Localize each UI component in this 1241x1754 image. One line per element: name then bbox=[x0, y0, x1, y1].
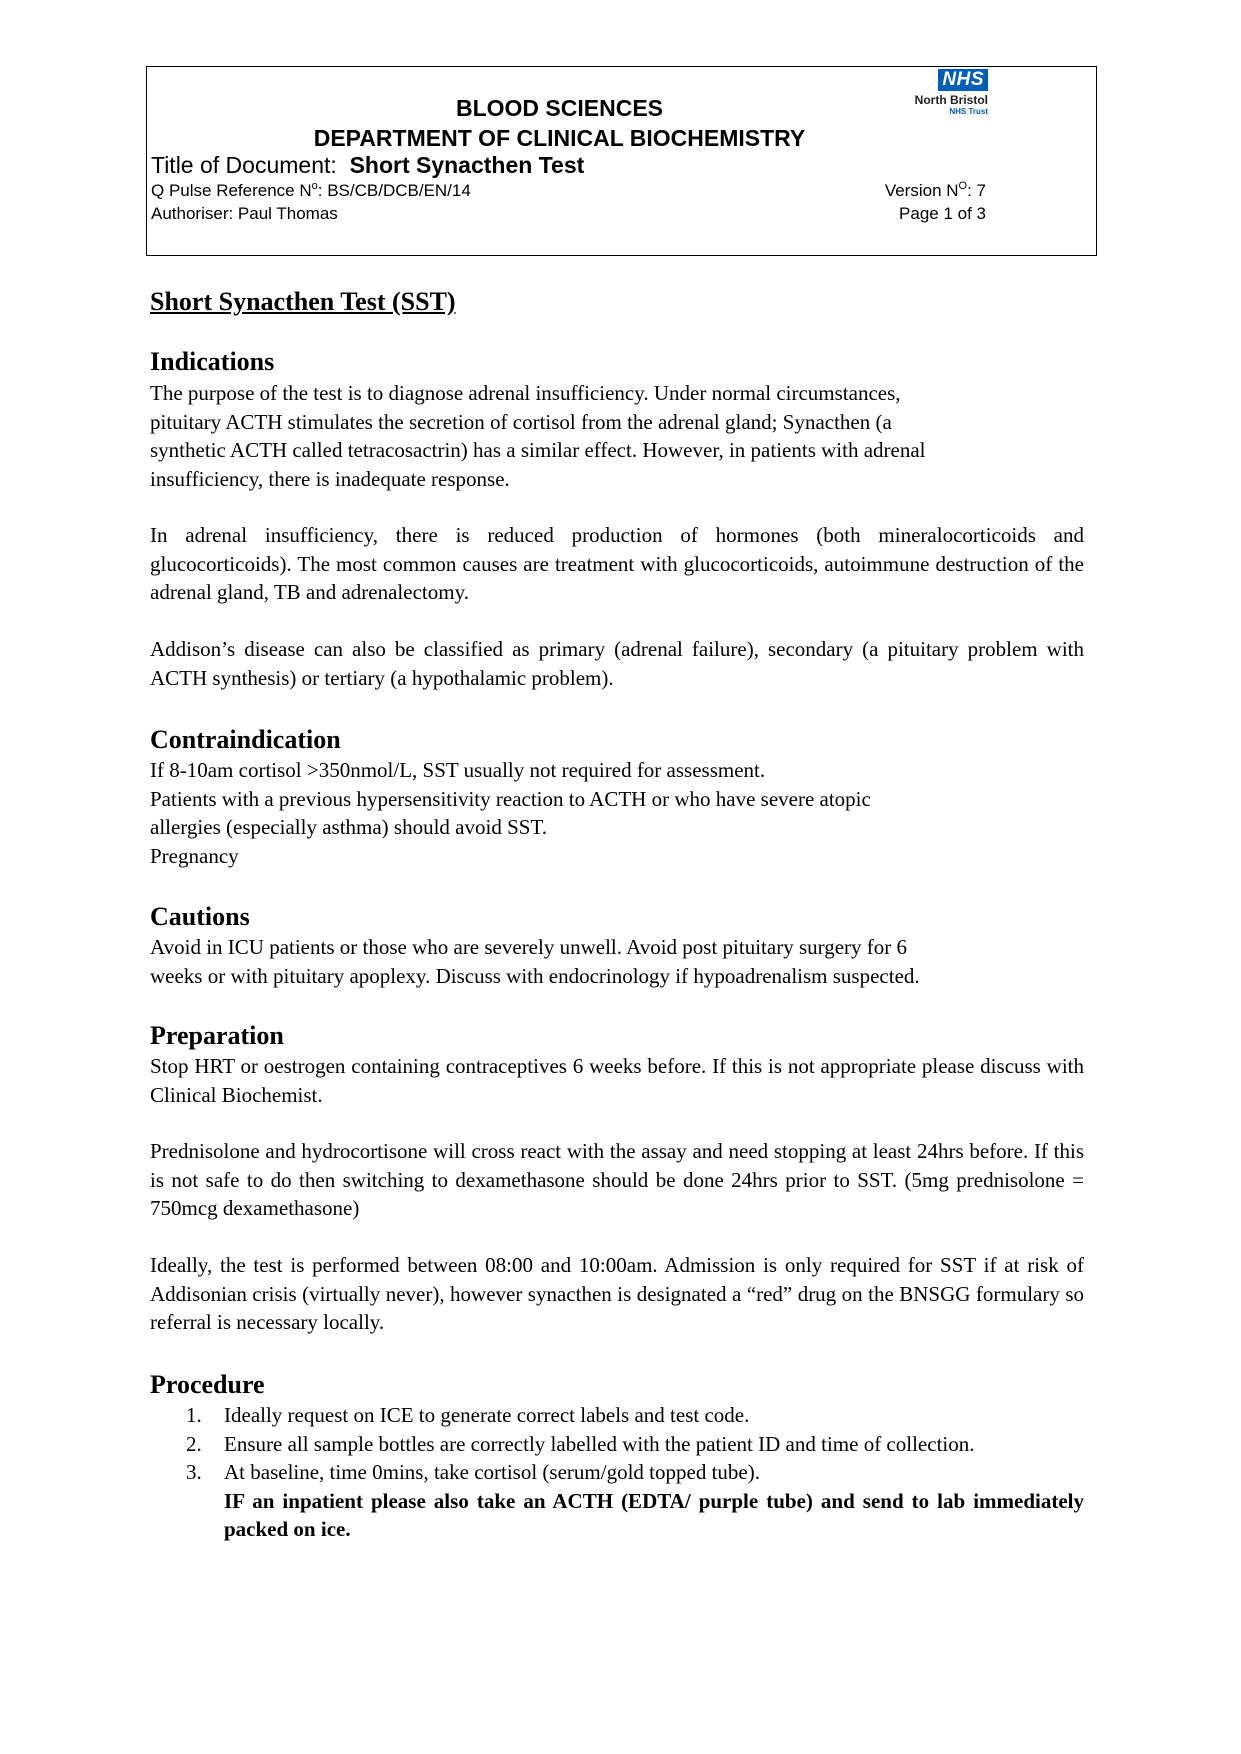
procedure-list bbox=[150, 1401, 1084, 1544]
indications-paragraph-2: In adrenal insufficiency, there is reduced production of hormones (both mineralocorticoids and glucocorticoids). The most common causes are treatment with glucocorticoids, autoimmune destruction of the adrenal gland, TB and adrenalectomy. bbox=[150, 523, 1084, 604]
preparation-paragraph-1: Stop HRT or oestrogen containing contraceptives 6 weeks before. If this is not appropriate please discuss with Clinical Biochemist. bbox=[150, 1054, 1084, 1107]
title-value: Short Synacthen Test bbox=[349, 152, 585, 178]
title-label: Title of Document: bbox=[151, 152, 337, 178]
list-item-number: 2. bbox=[186, 1431, 202, 1456]
cautions-text: Avoid in ICU patients or those who are severely unwell. Avoid post pituitary surgery for 6 weeks or with pituitary apoplexy. Discuss with endocrinology if hypoadrenalism suspected. bbox=[150, 935, 920, 988]
indications-heading: Indications bbox=[150, 347, 275, 376]
document-header bbox=[146, 66, 1097, 256]
list-item-number: 3. bbox=[186, 1460, 202, 1484]
authoriser: Authoriser: Paul Thomas bbox=[151, 204, 338, 223]
list-item bbox=[150, 1401, 1084, 1430]
nhs-trust-label: NHS Trust bbox=[949, 107, 988, 116]
preparation-heading: Preparation bbox=[150, 1021, 284, 1050]
indications-paragraph-1: The purpose of the test is to diagnose adrenal insufficiency. Under normal circumstances, pituitary ACTH stimulates the secretion of cortisol from the adrenal gland; Synacthen (a synthetic ACTH called tetracosactrin) has a similar effect. However, in patients with adrenal insufficiency, there is inadequate response. bbox=[150, 381, 926, 491]
department-line-1: BLOOD SCIENCES bbox=[455, 95, 664, 121]
cautions-heading: Cautions bbox=[150, 902, 250, 931]
inpatient-warning: IF an inpatient please also take an ACTH (EDTA/ purple tube) and send to lab immediately packed on ice. bbox=[224, 1488, 1084, 1541]
contraindication-text: If 8-10am cortisol >350nmol/L, SST usually not required for assessment. Patients with a previous hypersensitivity reaction to ACTH or who have severe atopic allergies (especially asthma) should avoid SST. Pregnancy bbox=[150, 758, 871, 868]
preparation-paragraph-2: Prednisolone and hydrocortisone will cross react with the assay and need stopping at least 24hrs before. If this is not safe to do then switching to dexamethasone should be done 24hrs prior to SST. (5mg prednisolone = 750mcg dexamethasone) bbox=[150, 1139, 1084, 1220]
list-item-text: Ideally request on ICE to generate correct labels and test code. bbox=[224, 1403, 750, 1427]
list-item-text: At baseline, time 0mins, take cortisol (serum/gold topped tube). bbox=[224, 1460, 760, 1484]
department-line-2: DEPARTMENT OF CLINICAL BIOCHEMISTRY bbox=[313, 125, 806, 151]
contraindication-heading: Contraindication bbox=[150, 725, 341, 754]
nhs-logo bbox=[868, 69, 988, 116]
list-item-text: Ensure all sample bottles are correctly labelled with the patient ID and time of collection. bbox=[224, 1431, 975, 1456]
page-number: Page 1 of 3 bbox=[899, 204, 986, 223]
version-number: Version $N^O$: 7 bbox=[884, 180, 986, 200]
procedure-heading: Procedure bbox=[150, 1370, 265, 1399]
list-item bbox=[150, 1430, 1084, 1459]
nhs-org-name: North Bristol bbox=[914, 93, 988, 107]
indications-paragraph-3: Addison’s disease can also be classified as primary (adrenal failure), secondary (a pituitary problem with ACTH synthesis) or tertiary (a hypothalamic problem). bbox=[150, 637, 1084, 690]
nhs-badge: NHS bbox=[938, 69, 988, 91]
list-item-number: 1. bbox=[186, 1403, 202, 1427]
qpulse-reference: Q Pulse Reference $N^o$: BS/CB/DCB/EN/14 bbox=[151, 180, 471, 200]
page-title: Short Synacthen Test (SST) bbox=[150, 287, 456, 316]
document-title-row bbox=[151, 151, 584, 179]
preparation-paragraph-3: Ideally, the test is performed between 08:00 and 10:00am. Admission is only required for SST if at risk of Addisonian crisis (virtually never), however synacthen is designated a “red” drug on the BNSGG formulary so referral is necessary locally. bbox=[150, 1253, 1084, 1334]
list-item bbox=[150, 1458, 1084, 1544]
